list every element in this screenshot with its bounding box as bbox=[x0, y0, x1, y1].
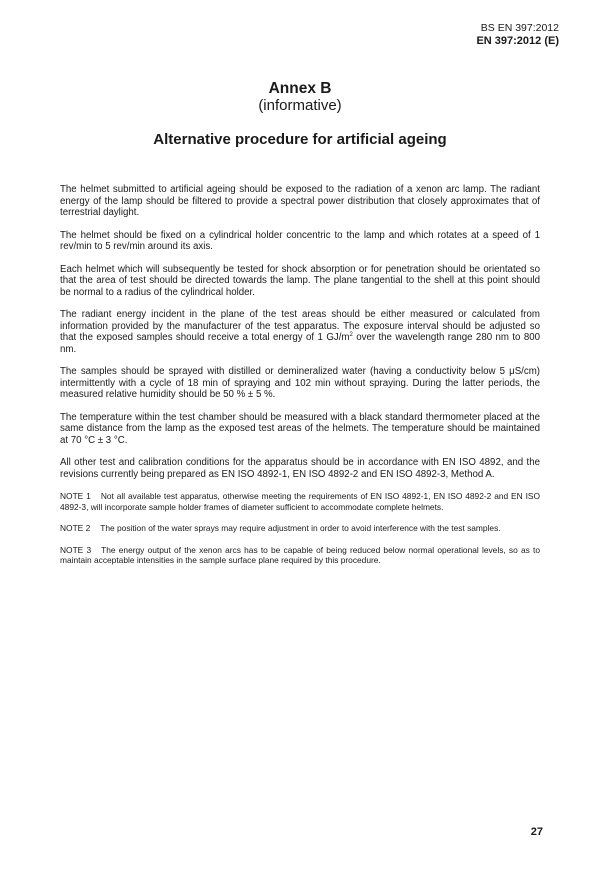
document-body bbox=[60, 184, 540, 577]
note-text: The energy output of the xenon arcs has to be capable of being reduced below normal operational levels, so as to maintain acceptable intensities in the sample surface plane required by this procedure. bbox=[60, 544, 540, 565]
note-label: NOTE 2 bbox=[60, 523, 91, 533]
annex-title: Annex B bbox=[268, 80, 332, 97]
paragraph-radiant-energy-text: The radiant energy incident in the plane of the test areas should be either measured or calculated from information provided by the manufacturer of the test apparatus. The exposure interval should be adjusted so that the exposed samples should receive a total energy of 1 GJ/m bbox=[60, 309, 540, 343]
note-1 bbox=[60, 491, 540, 512]
page-number: 27 bbox=[530, 826, 543, 838]
paragraph-helmet-orientation: Each helmet which will subsequently be tested for shock absorption or for penetration should be orientated so that the area of test should be directed towards the lamp. The plane tangential to the shell at this point should be normal to a radius of the cylindrical holder. bbox=[60, 263, 540, 298]
paragraph-calibration: All other test and calibration conditions for the apparatus should be in accordance with EN ISO 4892, and the revisions currently being prepared as EN ISO 4892-1, EN ISO 4892-2 and EN ISO 4892-3, Method A. bbox=[60, 457, 540, 480]
paragraph-radiant-energy-text-end: over the wavelength range 280 nm to 800 nm. bbox=[60, 332, 540, 355]
standard-reference-bs: BS EN 397:2012 bbox=[480, 22, 559, 34]
annex-heading: Alternative procedure for artificial ageing bbox=[153, 131, 447, 148]
note-label: NOTE 3 bbox=[60, 544, 92, 555]
note-text: Not all available test apparatus, otherwise meeting the requirements of EN ISO 4892-1, EN ISO 4892-2 and EN ISO 4892-3, will incorporate sample holder frames of diameter sufficient to accommodate complete helmets. bbox=[60, 491, 541, 512]
paragraph-xenon-lamp: The helmet submitted to artificial ageing should be exposed to the radiation of a xenon arc lamp. The radiant energy of the lamp should be filtered to provide a spectral power distribution that closely approximates that of terrestrial daylight. bbox=[60, 184, 540, 218]
note-text: The position of the water sprays may require adjustment in order to avoid interference with the test samples. bbox=[100, 523, 501, 533]
standard-reference-en: EN 397:2012 (E) bbox=[476, 35, 559, 47]
paragraph-temperature: The temperature within the test chamber should be measured with a black standard thermometer placed at the same distance from the lamp as the exposed test areas of the helmets. The temperature should be maintained at 70 °C ± 3 °C. bbox=[60, 411, 540, 446]
paragraph-water-spray: The samples should be sprayed with distilled or demineralized water (having a conductivity below 5 μS/cm) intermittently with a cycle of 18 min of spraying and 102 min without spraying. During the latter periods, the measured relative humidity should be 50 % ± 5 %. bbox=[60, 366, 540, 400]
note-label: NOTE 1 bbox=[60, 491, 91, 501]
paragraph-cylindrical-holder: The helmet should be fixed on a cylindrical holder concentric to the lamp and which rotates at a speed of 1 rev/min to 5 rev/min around its axis. bbox=[60, 229, 540, 252]
note-3 bbox=[60, 545, 540, 566]
note-2 bbox=[60, 523, 540, 534]
paragraph-radiant-energy bbox=[60, 309, 540, 355]
superscript-exponent: 2 bbox=[349, 331, 353, 338]
annex-subtitle: (informative) bbox=[258, 97, 342, 114]
